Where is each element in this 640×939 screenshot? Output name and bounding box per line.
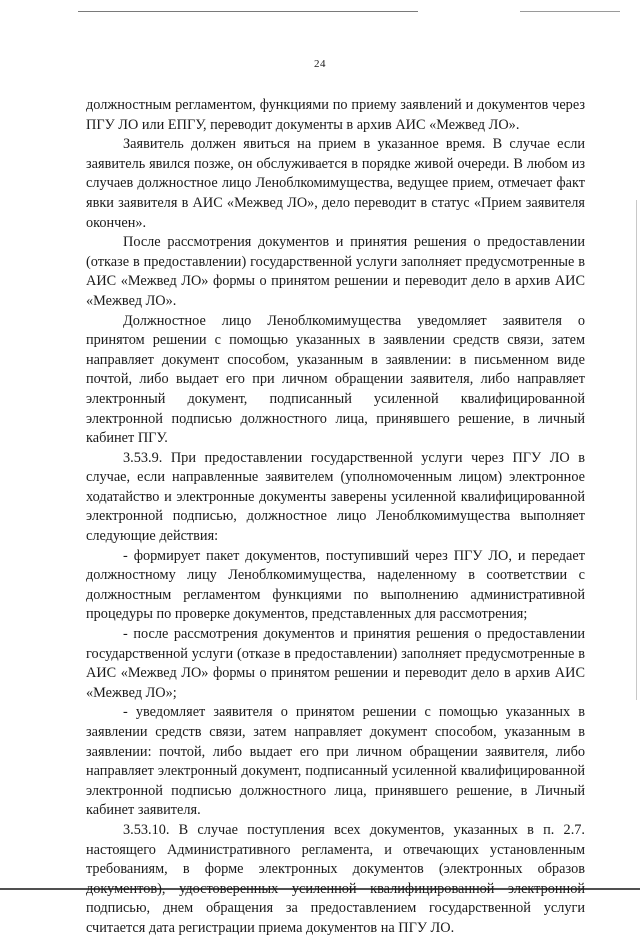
body-text xyxy=(86,96,585,939)
paragraph-list-item-after-review: - после рассмотрения документов и принятия решения о предоставлении государственной услуги (отказе в предоставлении) заполняет предусмотренные в АИС «Межвед ЛО» формы о принятом решении и переводит дело в архив АИС «Межвед ЛО»; xyxy=(86,626,585,701)
scan-edge-line-right xyxy=(636,200,637,700)
paragraph-list-item-notifies: - уведомляет заявителя о принятом решении с помощью указанных в заявлении средств связи, затем направляет документ способом, указанным в заявлении: почтой, либо выдает его при личном обращении заявителя, либо направляет электронный документ, подписанный усиленной квалифицированной электронной подписью должностного лица, принявшего решение, в Личный кабинет заявителя. xyxy=(86,704,585,819)
paragraph-list-item-forms-package: - формирует пакет документов, поступивший через ПГУ ЛО, и передает должностному лицу Леноблкомимущества, наделенному в соответствии с должностным регламентом функциями по выполнению административной процедуры по проверке документов, представленных для рассмотрения; xyxy=(86,547,585,623)
paragraph-after-review: После рассмотрения документов и принятия решения о предоставлении (отказе в предоставлении) государственной услуги заполняет предусмотренные в АИС «Межвед ЛО» формы о принятом решении и переводит дело в архив АИС «Межвед ЛО». xyxy=(86,234,585,309)
page-number: 24 xyxy=(314,58,326,70)
scan-edge-line-top-left xyxy=(78,11,418,12)
paragraph-official-notifies: Должностное лицо Леноблкомимущества уведомляет заявителя о принятом решении с помощью указанных в заявлении средств связи, затем направляет документ способом, указанным в заявлении: в письменном виде почтой, либо выдает его при личном обращении заявителя, либо направляет электронный документ, подписанный усиленной квалифицированной электронной подписью должностного лица, принявшего решение, в личный кабинет ПГУ. xyxy=(86,312,585,447)
paragraph-continuation: должностным регламентом, функциями по приему заявлений и документов через ПГУ ЛО или ЕПГУ, переводит документы в архив АИС «Межвед ЛО». xyxy=(86,97,585,133)
paragraph-section-3-53-10: 3.53.10. В случае поступления всех документов, указанных в п. 2.7. настоящего Административного регламента, и отвечающих установленным требованиям, в форме электронных документов (электронных образов документов), удостоверенных усиленной квалифицированной электронной подписью, днем обращения за предоставлением государственной услуги считается дата регистрации приема документов на ПГУ ЛО. xyxy=(86,821,585,936)
scan-edge-line-top-right xyxy=(520,11,620,12)
paragraph-applicant-arrival: Заявитель должен явиться на прием в указанное время. В случае если заявитель явился позже, он обслуживается в порядке живой очереди. В любом из случаев должностное лицо Леноблкомимущества, ведущее прием, отмечает факт явки заявителя в АИС «Межвед ЛО», дело переводит в статус «Прием заявителя окончен». xyxy=(86,136,585,231)
paragraph-section-3-53-9: 3.53.9. При предоставлении государственной услуги через ПГУ ЛО в случае, если направленные заявителем (уполномоченным лицом) электронное ходатайство и электронные документы заверены усиленной квалифицированной электронной подписью, должностное лицо Леноблкомимущества выполняет следующие действия: xyxy=(86,449,585,545)
